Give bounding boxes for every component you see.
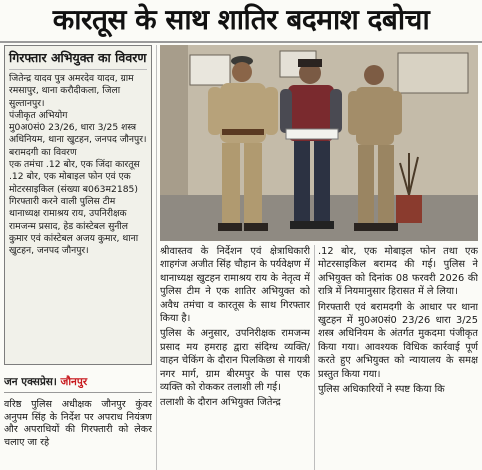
article-col2-para-1: .12 बोर, एक मोबाइल फोन तथा एक मोटरसाइकिल बरामद की गई। पुलिस ने अभियुक्त को दिनांक 08 फरवरी 2026 की रात्रि में नियमानुसार हिरासत में ले लिया। [318, 246, 478, 298]
registered-case-text: मु0अ0सं0 23/26, धारा 3/25 शस्त्र अधिनियम, थाना खुटहन, जनपद जौनपुर। [9, 122, 147, 146]
arrested-accused-details-box [4, 45, 152, 365]
photo-illustration [160, 45, 478, 241]
article-col1-para-2: पुलिस के अनुसार, उपनिरीक्षक रामजन्म प्रसाद मय हमराह द्वारा संदिग्ध व्यक्ति/ वाहन चेकिंग के दौरान पिलकिछा से गायत्री नगर मार्ग, ग्राम बीरमपुर के पास एक व्यक्ति को रोककर तलाशी ली गई। [160, 328, 310, 394]
accused-name-address: जितेन्द्र यादव पुत्र अमरदेव यादव, ग्राम रमसापुर, थाना करौदीकला, जिला सुल्तानपुर। [9, 73, 134, 109]
article-col2-para-3: पुलिस अधिकारियों ने स्पष्ट किया कि [318, 384, 445, 396]
registered-case-heading: पंजीकृत अभियोग [9, 109, 68, 121]
police-team-text: गिरफ्तारी करने वाली पुलिस टीम थानाध्यक्ष रामाश्रय राय, उपनिरीक्षक रामजन्म प्रसाद, हेड कांस्टेबल सुनील कुमार एवं कांस्टेबल अजय कुमार, थाना खुटहन, जनपद जौनपुर। [9, 195, 139, 257]
left-column-body: वरिष्ठ पुलिस अधीक्षक जौनपुर कुंवर अनुपम सिंह के निर्देश पर अपराध नियंत्रण और अपराधियों की गिरफ्तारी को लेकर चलाए जा रहे [4, 399, 152, 448]
left-column [4, 45, 152, 470]
news-photo [160, 45, 478, 241]
article-column-1 [160, 245, 310, 470]
recovery-text: एक तमंचा .12 बोर, एक जिंदा कारतूस .12 बोर, एक मोबाइल फोन एवं एक मोटरसाइकिल (संख्या ब063म2185) [9, 159, 140, 195]
article-col2-para-2: गिरफ्तारी एवं बरामदगी के आधार पर थाना खुटहन में मु0अ0सं0 23/26 धारा 3/25 शस्त्र अधिनियम के अंतर्गत मुकदमा पंजीकृत किया गया। आवश्यक विधिक कार्रवाई पूर्ण करते हुए अभियुक्त को न्यायालय के समक्ष प्रस्तुत किया गया। [318, 301, 478, 380]
article-col1-para-3: तलाशी के दौरान अभियुक्त जितेन्द्र [160, 397, 281, 409]
headline: कारतूस के साथ शातिर बदमाश दबोचा [52, 3, 430, 36]
article-column-2 [318, 245, 478, 470]
column-separator [156, 45, 157, 470]
column-separator [314, 245, 315, 470]
details-box-title: गिरफ्तार अभियुक्त का विवरण [9, 49, 147, 70]
recovery-heading: बरामदगी का विवरण [9, 146, 77, 158]
byline-place: जौनपुर [60, 376, 88, 388]
article-col1-para-1: श्रीवास्तव के निर्देशन एवं क्षेत्राधिकारी शाहगंज अजीत सिंह चौहान के पर्यवेक्षण में थानाध्यक्ष खुटहन रामाश्रय राय के नेतृत्व में पुलिस टीम ने एक शातिर अभियुक्त को अवैध तमंचा व कारतूस के साथ गिरफ्तार किया है। [160, 246, 310, 325]
byline-agency: जन एक्सप्रेस। [4, 376, 57, 388]
headline-rule [0, 41, 482, 43]
byline [4, 375, 152, 393]
